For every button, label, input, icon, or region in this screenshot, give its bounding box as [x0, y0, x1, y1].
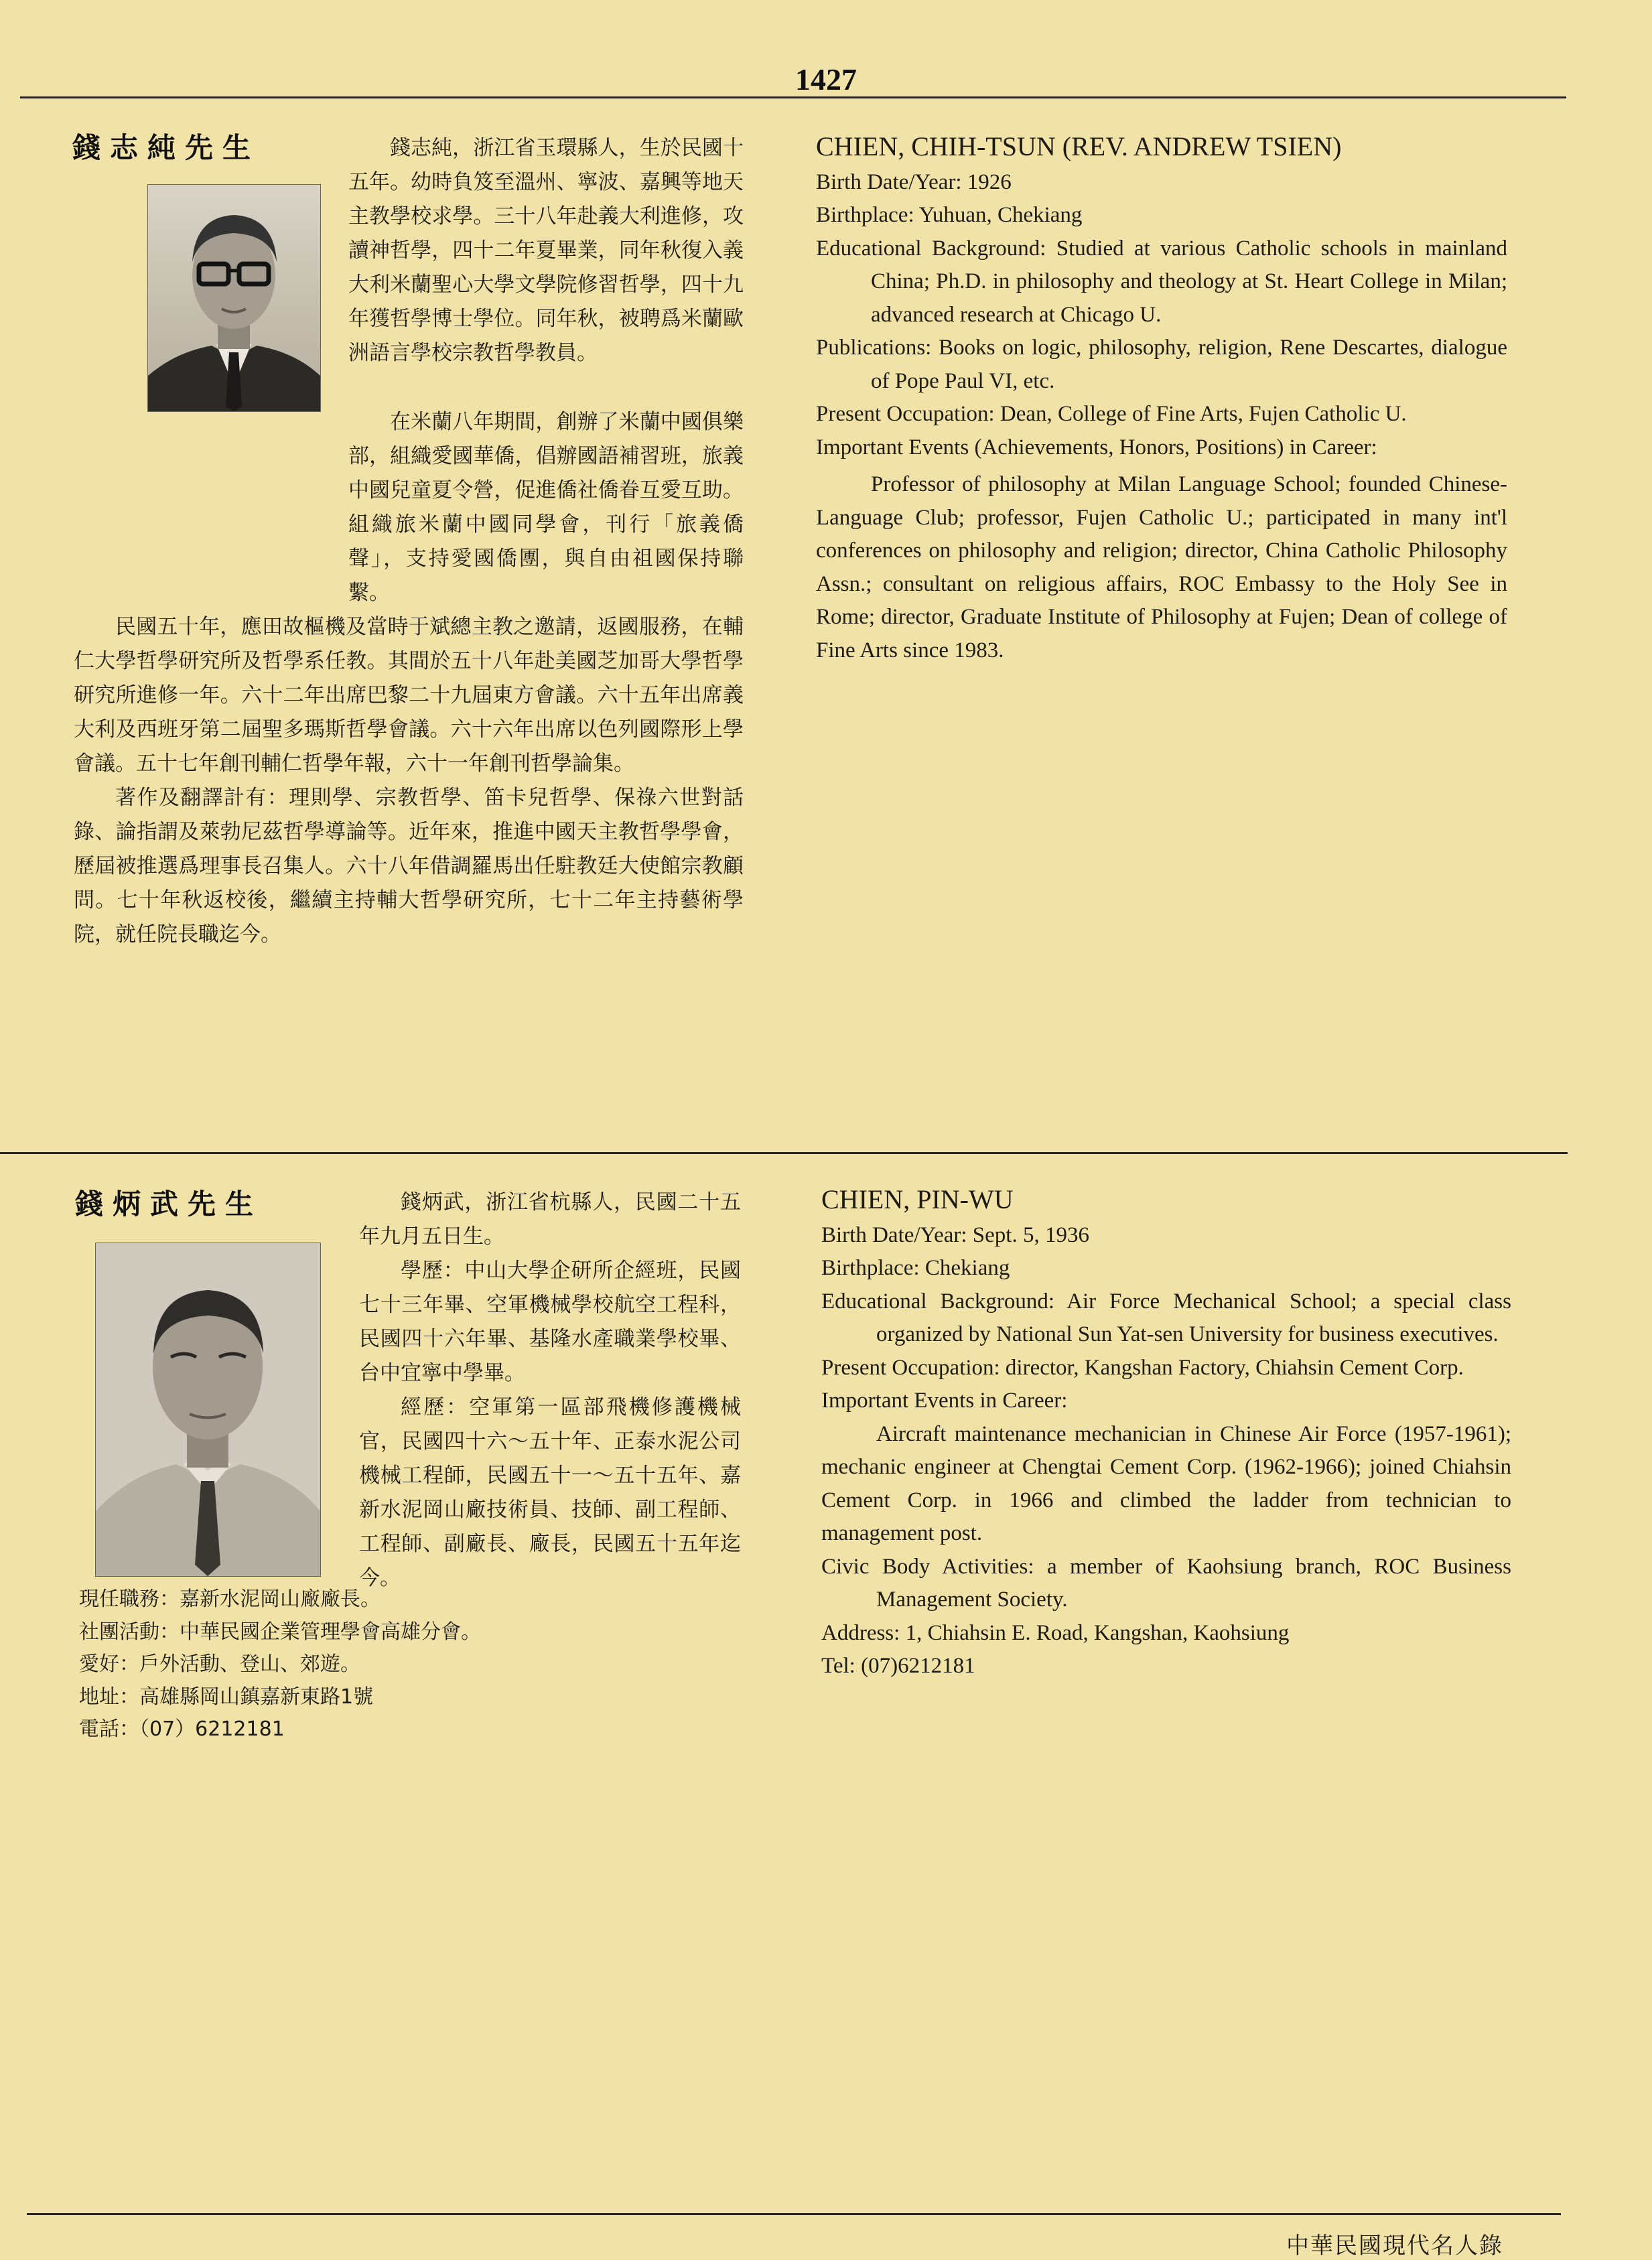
entry-1-cn-bio-first: 錢志純，浙江省玉環縣人，生於民國十五年。幼時負笈至溫州、寧波、嘉興等地天主教學校求學。三十八年赴義大利進修，攻讀神哲學，四十二年夏畢業，同年秋復入義大利米蘭聖心大學文學院修習哲學，四十九年獲哲學博士學位。同年秋，被聘爲米蘭歐洲語言學校宗教哲學教員。	[348, 136, 744, 365]
entry-2-portrait-photo	[95, 1243, 321, 1577]
entry-2-cn-fact-phone: 電話：（07）6212181	[79, 1717, 285, 1741]
entry-2-en-events: Aircraft maintenance mechanician in Chinese Air Force (1957-1961); mechanic engineer at Chengtai Cement Corp. (1962-1966); joined Chiahsin Cement Corp. in 1966 and climbed the ladder from technician to management post.	[821, 1421, 1511, 1545]
footer-title: 中華民國現代名人錄	[1286, 2233, 1503, 2259]
entry-2-cn-name: 錢炳武先生	[75, 1188, 263, 1220]
entry-1-en-name: CHIEN, CHIH-TSUN (REV. ANDREW TSIEN)	[816, 131, 1342, 161]
entry-2-cn-fact-civic: 社團活動：中華民國企業管理學會高雄分會。	[79, 1620, 481, 1644]
entry-2-cn-para-2: 學歷：中山大學企研所企經班，民國七十三年畢、空軍機械學校航空工程科，民國四十六年畢、基隆水產職業學校畢、台中宜寧中學畢。	[359, 1259, 741, 1385]
entry-2-en-field: Civic Body Activities: a member of Kaohsiung branch, ROC Business Management Society.	[821, 1554, 1511, 1612]
entry-1-cn-para-2: 民國五十年，應田故樞機及當時于斌總主教之邀請，返國服務，在輔仁大學哲學研究所及哲學系任教。其間於五十八年赴美國芝加哥大學哲學研究所進修一年。六十二年出席巴黎二十九屆東方會議。六十五年出席義大利及西班牙第二屆聖多瑪斯哲學會議。六十六年出席以色列國際形上學會議。五十七年創刊輔仁哲學年報，六十一年創刊哲學論集。	[74, 615, 744, 776]
entry-2-en-field: Tel: (07)6212181	[821, 1654, 975, 1678]
entry-1-en-field: Present Occupation: Dean, College of Fine Arts, Fujen Catholic U.	[816, 402, 1407, 426]
portrait-man-glasses-icon	[148, 185, 320, 411]
entry-2-en-field: Important Events in Career:	[821, 1389, 1068, 1413]
entry-1-en-field: Birthplace: Yuhuan, Chekiang	[816, 203, 1083, 227]
entry-1-en-field: Important Events (Achievements, Honors, Positions) in Career:	[816, 435, 1377, 460]
entry-2-en-field: Birthplace: Chekiang	[821, 1256, 1010, 1280]
entry-2-cn-bio	[359, 1186, 741, 1596]
entry-2-cn-para-1: 錢炳武，浙江省杭縣人，民國二十五年九月五日生。	[359, 1190, 741, 1249]
entry-1-en-column	[816, 130, 1507, 667]
entry-2-cn-fact-hobby: 愛好：戶外活動、登山、郊遊。	[79, 1652, 360, 1676]
entry-1-cn-bio-rest	[74, 405, 744, 952]
entry-1-en-field: Publications: Books on logic, philosophy, religion, Rene Descartes, dialogue of Pope Paul VI, etc.	[816, 336, 1507, 393]
entry-1-en-field: Birth Date/Year: 1926	[816, 169, 1012, 194]
middle-rule	[0, 1152, 1568, 1154]
bottom-rule	[27, 2213, 1561, 2215]
entry-2-en-field: Address: 1, Chiahsin E. Road, Kangshan, Kaohsiung	[821, 1620, 1290, 1645]
entry-2-cn-fact-occupation: 現任職務：嘉新水泥岡山廠廠長。	[79, 1587, 381, 1611]
entry-1-en-field: Educational Background: Studied at various Catholic schools in mainland China; Ph.D. in philosophy and theology at St. Heart College in Milan; advanced research at Chicago U.	[816, 236, 1507, 327]
entry-1-en-events: Professor of philosophy at Milan Language School; founded Chinese-Language Club; professor, Fujen Catholic U.; participated in many int'l conferences on philosophy and religion; director, China Catholic Philosophy Assn.; consultant on religious affairs, ROC Embassy to the Holy See in Rome; director, Graduate Institute of Philosophy at Fujen; Dean of college of Fine Arts since 1983.	[816, 472, 1507, 662]
entry-1-portrait-photo	[147, 184, 321, 412]
entry-2-cn-fact-address: 地址：高雄縣岡山鎮嘉新東路1號	[79, 1685, 374, 1709]
page-number: 1427	[795, 62, 857, 96]
entry-2-en-field: Educational Background: Air Force Mechanical School; a special class organized by National Sun Yat-sen University for business executives.	[821, 1289, 1511, 1346]
entry-2-en-name: CHIEN, PIN-WU	[821, 1184, 1014, 1214]
entry-2-cn-para-3: 經歷：空軍第一區部飛機修護機械官，民國四十六～五十年、正泰水泥公司機械工程師，民國五十一～五十五年、嘉新水泥岡山廠技術員、技師、副工程師、工程師、副廠長、廠長，民國五十五年迄今。	[359, 1395, 741, 1590]
top-rule	[20, 96, 1566, 98]
portrait-man-icon	[96, 1243, 320, 1576]
entry-1-cn-name: 錢志純先生	[72, 131, 261, 164]
entry-2-cn-facts	[79, 1583, 749, 1746]
entry-1-cn-para-1: 在米蘭八年期間，創辦了米蘭中國俱樂部，組織愛國華僑，倡辦國語補習班，旅義中國兒童夏令營，促進僑社僑眷互愛互助。組織旅米蘭中國同學會，刊行「旅義僑聲」，支持愛國僑團，與自由祖國保持聯繫。	[348, 410, 744, 605]
entry-2-en-column	[821, 1183, 1511, 1683]
entry-2-en-field: Present Occupation: director, Kangshan Factory, Chiahsin Cement Corp.	[821, 1355, 1464, 1380]
entry-2-en-field: Birth Date/Year: Sept. 5, 1936	[821, 1222, 1089, 1247]
entry-1-cn-para-3: 著作及翻譯計有：理則學、宗教哲學、笛卡兒哲學、保祿六世對話錄、論指謂及萊勃尼茲哲學導論等。近年來，推進中國天主教哲學學會，歷屆被推選爲理事長召集人。六十八年借調羅馬出任駐教廷大使館宗教顧問。七十年秋返校後，繼續主持輔大哲學研究所，七十二年主持藝術學院，就任院長職迄今。	[74, 786, 744, 946]
